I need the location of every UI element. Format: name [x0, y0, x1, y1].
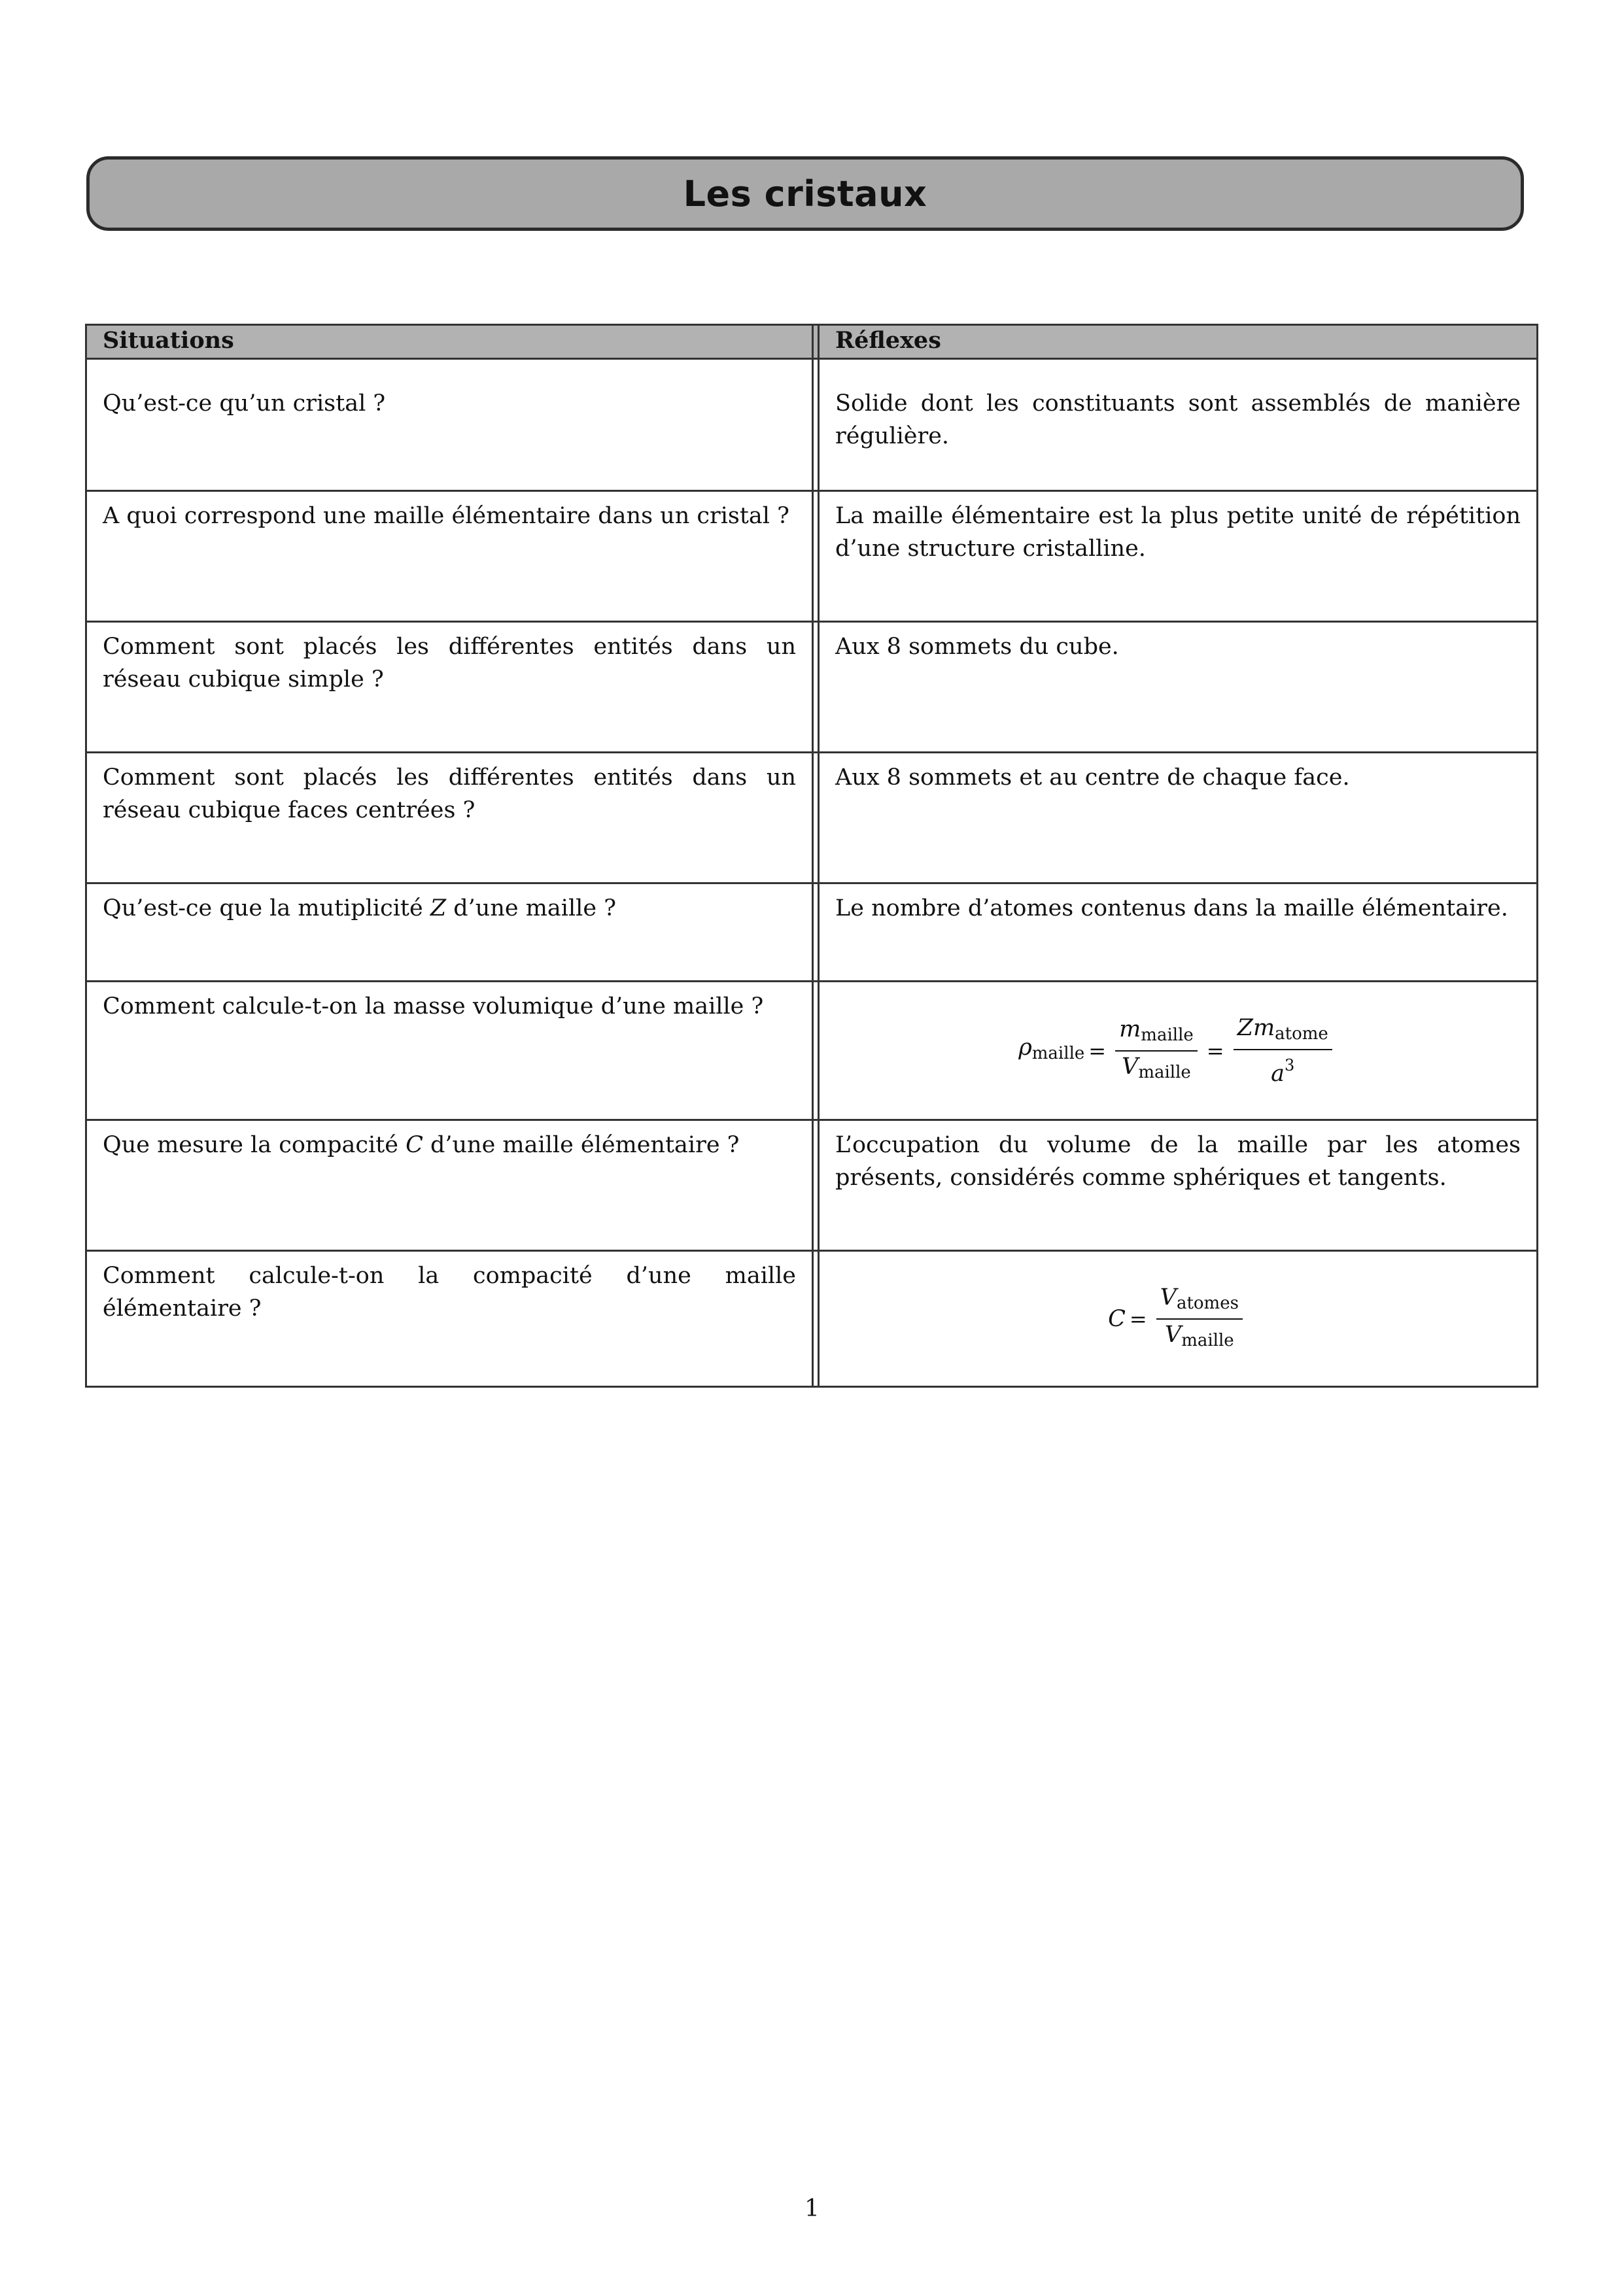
- formula-fraction-z: $\frac{Zm_{atome}}{a^3}$: [1234, 1013, 1332, 1089]
- reflex-cell: Le nombre d’atomes contenus dans la maille élémentaire.: [835, 895, 1508, 921]
- situation-cell: Qu’est-ce qu’un cristal ?: [103, 390, 386, 417]
- formula-equals: =: [1129, 1306, 1147, 1331]
- formula-rho: $\rho_{maille}$: [1018, 1035, 1085, 1063]
- situation-text: d’une maille ?: [446, 895, 616, 921]
- reflex-cell: Aux 8 sommets du cube.: [835, 634, 1119, 660]
- column-separator: [812, 360, 820, 490]
- situation-cell: Comment calcule-t-on la compacité d’une maille élémentaire ?: [103, 1263, 796, 1322]
- column-separator: [812, 623, 820, 751]
- table-row: [87, 980, 1536, 1119]
- variable-z: Z: [430, 895, 447, 921]
- table-row: [87, 1119, 1536, 1250]
- title-box: [86, 156, 1524, 231]
- table-row: [87, 490, 1536, 621]
- formula-equals: =: [1206, 1038, 1224, 1063]
- situation-cell: Comment sont placés les différentes entités dans un réseau cubique faces centrées ?: [103, 764, 796, 823]
- column-separator: [812, 326, 820, 358]
- table-row: [87, 358, 1536, 490]
- column-separator: [812, 982, 820, 1119]
- reflex-cell: Solide dont les constituants sont assemblés de manière régulière.: [835, 390, 1521, 449]
- formula-c: C: [1108, 1305, 1126, 1332]
- table-row: [87, 882, 1536, 980]
- column-separator: [812, 1121, 820, 1250]
- reflex-cell: Aux 8 sommets et au centre de chaque face.: [835, 764, 1350, 791]
- column-separator: [812, 884, 820, 980]
- header-reflexes: Réflexes: [835, 327, 941, 354]
- column-separator: [812, 492, 820, 621]
- variable-c: C: [406, 1132, 423, 1158]
- situation-cell: [87, 1121, 812, 1250]
- density-formula: [820, 982, 1536, 1119]
- table-row: [87, 751, 1536, 882]
- formula-fraction-volume: $\frac{V_{atomes}}{V_{maille}}$: [1156, 1282, 1243, 1356]
- compacity-formula: [820, 1252, 1536, 1386]
- situation-text: Qu’est-ce que la mutiplicité: [103, 895, 430, 921]
- formula-equals: =: [1088, 1038, 1107, 1063]
- situation-cell: Comment sont placés les différentes entités dans un réseau cubique simple ?: [103, 634, 796, 693]
- situation-cell: A quoi correspond une maille élémentaire dans un cristal ?: [103, 503, 789, 529]
- reflex-cell: L’occupation du volume de la maille par les atomes présents, considérés comme sphériques et tangents.: [835, 1132, 1521, 1191]
- reflex-cell: La maille élémentaire est la plus petite unité de répétition d’une structure cristalline.: [835, 503, 1521, 562]
- page-number: 1: [804, 2195, 820, 2222]
- situation-cell: [87, 884, 812, 980]
- column-separator: [812, 1252, 820, 1386]
- situation-text: d’une maille élémentaire ?: [423, 1132, 740, 1158]
- table-header-row: [87, 326, 1536, 358]
- page-title: Les cristaux: [683, 173, 927, 214]
- formula-fraction-mass: $\frac{m_{maille}}{V_{maille}}$: [1115, 1014, 1198, 1088]
- table-row: [87, 1250, 1536, 1386]
- situation-text: Que mesure la compacité: [103, 1132, 406, 1158]
- table-row: [87, 621, 1536, 751]
- reflexes-table: [85, 324, 1538, 1388]
- situation-cell: Comment calcule-t-on la masse volumique d’une maille ?: [103, 993, 764, 1019]
- header-situations: Situations: [103, 327, 234, 354]
- column-separator: [812, 753, 820, 882]
